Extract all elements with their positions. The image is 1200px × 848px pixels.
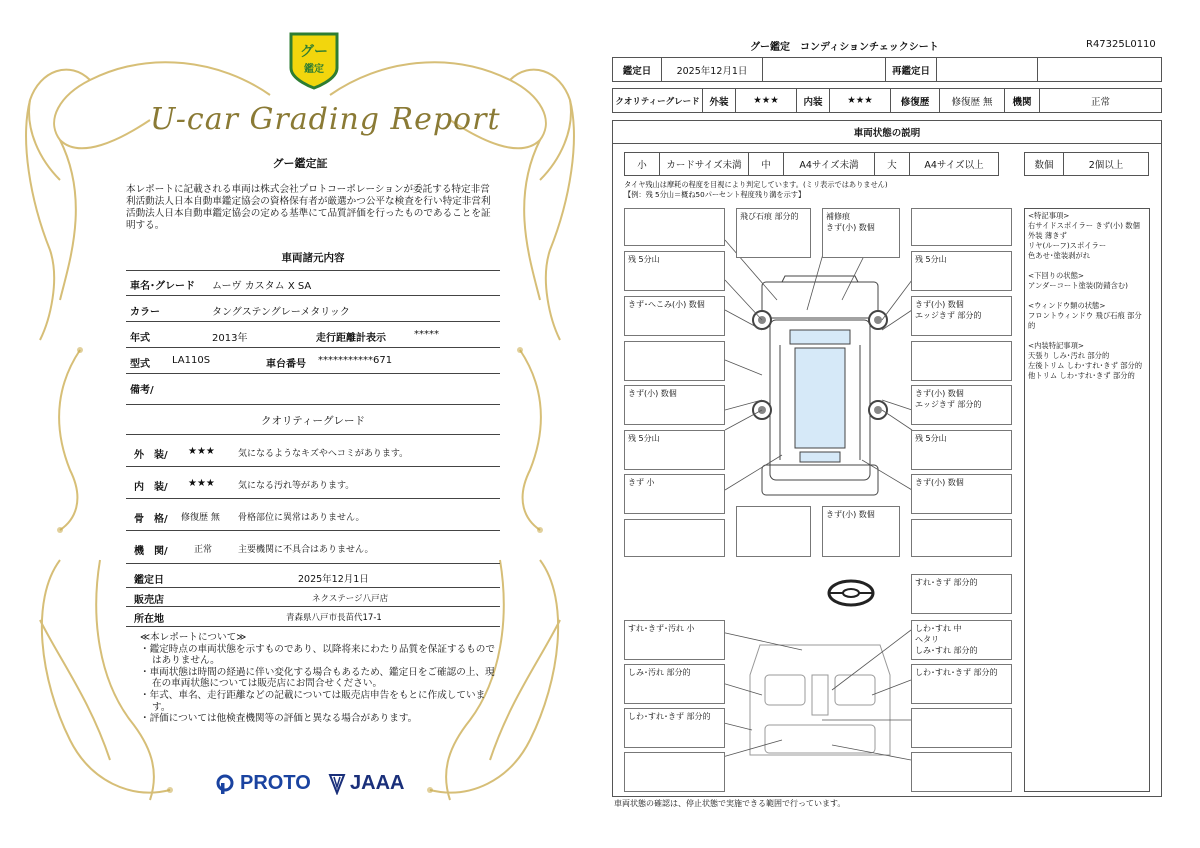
tire-note-example: 【例：残 5分山＝概ね50パーセント程度残り溝を示す】: [624, 190, 806, 199]
quality-grade: ★★★: [188, 478, 215, 489]
divider: [126, 434, 500, 435]
quality-grade: 修復歴 無: [181, 513, 220, 523]
damage-box: すれ･きず 部分的: [911, 574, 1012, 614]
tire-note: タイヤ残山は摩耗の程度を目視により判定しています。(ミリ表示ではありません): [624, 180, 888, 189]
damage-box: 補修痕 きず(小) 数個: [822, 208, 900, 258]
quality-label: 機 関/: [134, 546, 168, 557]
exterior-label: 外装: [702, 88, 736, 113]
interior-value: ★★★: [829, 88, 891, 113]
damage-box: しわ･すれ･きず 部分的: [911, 664, 1012, 704]
damage-box: きず(小) 数個 エッジきず 部分的: [911, 296, 1012, 336]
quality-grade: ★★★: [188, 446, 215, 457]
quality-desc: 気になるようなキズやヘコミがあります。: [238, 449, 409, 459]
size-small: 小: [624, 152, 660, 176]
info-row-address: [126, 605, 500, 627]
damage-box: きず(小) 数個: [822, 506, 900, 557]
divider: [126, 530, 500, 531]
spec-row-year: [126, 324, 500, 346]
reinspect-value: [936, 57, 1038, 82]
damage-box: すれ･きず･汚れ 小: [624, 620, 725, 660]
size-medium-desc: A4サイズ未満: [783, 152, 875, 176]
quality-row-frame: [126, 505, 500, 527]
certificate-intro: 本レポートに記載される車両は株式会社プロトコーポレーションが委託する特定非営利活動法人日本自動車鑑定協会の資格保有者が厳選かつ公平な検査を行い特定非営利活動法人日本自動車鑑定協会の定める基準にて品質評価を行ったものであることを証明する。: [126, 184, 491, 231]
note-item: ・鑑定時点の車両状態を示すものであり、以降将来にわたり品質を保証するものではありません。: [140, 643, 495, 667]
damage-box: きず(小) 数個: [624, 385, 725, 425]
damage-box: 飛び石痕 部分的: [736, 208, 811, 258]
special-notes-panel: <特記事項> 右サイドスポイラー きず(小) 数個 外装 薄きず リヤ(ルーフ)スポイラー 色あせ･塗装剥がれ <下回りの状態> アンダーコート塗装(防錆含む) <ウィンドウ類の状態> フロントウィンドウ 飛び石痕 部分的 <内装特記事項> 天張り しみ･汚れ 部分的 左後トリム しわ･すれ･きず 部分的 他トリム しわ･すれ･きず 部分的: [1024, 208, 1150, 792]
shop-value: ネクステージ八戸店: [312, 594, 389, 604]
chassis-label: 車台番号: [266, 359, 306, 370]
date-label: 鑑定日: [134, 575, 164, 586]
proto-logo-text: PROTO: [240, 772, 311, 794]
quality-heading: クオリティーグレード: [261, 415, 365, 427]
report-notes: [140, 632, 500, 725]
quality-row-exterior: [126, 441, 500, 463]
section-title: 車両状態の説明: [612, 120, 1162, 144]
jaaa-logo-text: JAAA: [350, 772, 405, 794]
empty-cell: [1037, 57, 1162, 82]
quality-row-interior: [126, 473, 500, 495]
mileage-label: 走行距離計表示: [316, 333, 386, 344]
shop-label: 販売店: [134, 595, 164, 606]
sheet-footer: 車両状態の確認は、停止状態で実施できる範囲で行っています。: [614, 799, 846, 808]
damage-box: 残 5分山: [911, 430, 1012, 470]
report-id: R47325L0110: [1086, 39, 1156, 50]
damage-box: [624, 519, 725, 557]
damage-box: しみ･汚れ 部分的: [624, 664, 725, 704]
empty-cell: [762, 57, 886, 82]
quality-desc: 主要機関に不具合はありません。: [238, 545, 374, 555]
model-value: LA110S: [172, 355, 211, 366]
divider: [126, 373, 500, 374]
certificate-title: グー鑑定証: [272, 157, 328, 170]
spec-row-remarks: [126, 376, 500, 398]
address-value: 青森県八戸市長苗代17-1: [286, 613, 382, 623]
notes-heading: ≪本レポートについて≫: [140, 632, 247, 643]
goo-appraisal-badge-icon: [287, 30, 341, 90]
divider: [126, 270, 500, 271]
engine-label: 機関: [1004, 88, 1040, 113]
spec-row-name: [126, 272, 500, 294]
damage-box: 残 5分山: [911, 251, 1012, 291]
svg-text:グー: グー: [300, 44, 328, 60]
damage-box: [911, 752, 1012, 792]
jaaa-mark-icon: [328, 773, 346, 795]
spec-row-color: [126, 298, 500, 320]
note-item: ・車両状態は時間の経過に伴い変化する場合もあるため、鑑定日をご確認の上、現在の車両状態については販売店にお問合せください。: [140, 666, 495, 690]
divider: [126, 498, 500, 499]
color-value: タングステングレーメタリック: [212, 307, 350, 318]
quality-label: 骨 格/: [134, 514, 168, 525]
damage-box: しわ･すれ･きず 部分的: [624, 708, 725, 748]
steering-wheel-icon: [826, 578, 876, 608]
damage-box: [736, 506, 811, 557]
damage-box: [911, 519, 1012, 557]
color-label: カラー: [130, 307, 160, 318]
divider: [126, 321, 500, 322]
spec-heading: 車両諸元内容: [281, 252, 345, 264]
year-label: 年式: [130, 333, 150, 344]
repair-value: 修復歴 無: [939, 88, 1005, 113]
size-count: 数個: [1024, 152, 1064, 176]
model-label: 型式: [130, 359, 150, 370]
sheet-title: グー鑑定 コンディションチェックシート: [750, 42, 939, 53]
quality-row-engine: [126, 537, 500, 559]
divider: [126, 347, 500, 348]
divider: [126, 626, 500, 627]
reinspect-label: 再鑑定日: [885, 57, 937, 82]
damage-box: [624, 208, 725, 246]
damage-box: きず(小) 数個: [911, 474, 1012, 514]
quality-grade: 正常: [194, 545, 213, 555]
damage-box: 残 5分山: [624, 251, 725, 291]
size-large-desc: A4サイズ以上: [909, 152, 999, 176]
name-label: 車名･グレード: [130, 281, 195, 292]
size-large: 大: [874, 152, 910, 176]
report-script-title: U-car Grading Report: [150, 102, 501, 137]
quality-grade-label: クオリティーグレード: [612, 88, 703, 113]
year-value: 2013年: [212, 333, 248, 344]
size-count-desc: 2個以上: [1063, 152, 1149, 176]
quality-desc: 骨格部位に異常はありません。: [238, 513, 365, 523]
remarks-label: 備考/: [130, 385, 154, 396]
divider: [126, 466, 500, 467]
damage-box: [624, 341, 725, 381]
note-item: ・年式、車名、走行距離などの記載については販売店申告をもとに作成しています。: [140, 689, 486, 713]
info-row-date: [126, 566, 500, 588]
divider: [126, 563, 500, 564]
damage-box: [624, 752, 725, 792]
damage-box: 残 5分山: [624, 430, 725, 470]
condition-check-sheet: [600, 0, 1200, 848]
mileage-value: *****: [414, 329, 439, 340]
size-medium: 中: [748, 152, 784, 176]
damage-box: きず(小) 数個 エッジきず 部分的: [911, 385, 1012, 425]
damage-box: [911, 208, 1012, 246]
damage-box: しわ･すれ 中 へタリ しみ･すれ 部分的: [911, 620, 1012, 660]
address-label: 所在地: [134, 614, 164, 625]
interior-leader-lines: [712, 620, 932, 780]
damage-box: きず 小: [624, 474, 725, 514]
interior-label: 内装: [796, 88, 830, 113]
note-item: ・評価については他検査機関等の評価と異なる場合があります。: [140, 713, 418, 725]
jaaa-logo: [328, 772, 404, 795]
proto-mark-icon: [216, 773, 236, 795]
svg-text:鑑定: 鑑定: [304, 64, 324, 75]
spec-row-model: [126, 350, 500, 372]
date-label: 鑑定日: [612, 57, 662, 82]
damage-box: [911, 708, 1012, 748]
quality-label: 内 装/: [134, 482, 168, 493]
damage-box: きず･へこみ(小) 数個: [624, 296, 725, 336]
exterior-value: ★★★: [735, 88, 797, 113]
date-value: 2025年12月1日: [298, 574, 369, 585]
divider: [126, 404, 500, 405]
quality-label: 外 装/: [134, 450, 168, 461]
name-value: ムーヴ カスタム X SA: [212, 281, 312, 292]
size-small-desc: カードサイズ未満: [659, 152, 749, 176]
proto-logo: [216, 772, 311, 795]
engine-value: 正常: [1039, 88, 1162, 113]
divider: [126, 295, 500, 296]
damage-box: [911, 341, 1012, 381]
date-value: 2025年12月1日: [661, 57, 763, 82]
chassis-value: ***********671: [318, 355, 393, 366]
repair-label: 修復歴: [890, 88, 940, 113]
quality-desc: 気になる汚れ等があります。: [238, 481, 355, 491]
